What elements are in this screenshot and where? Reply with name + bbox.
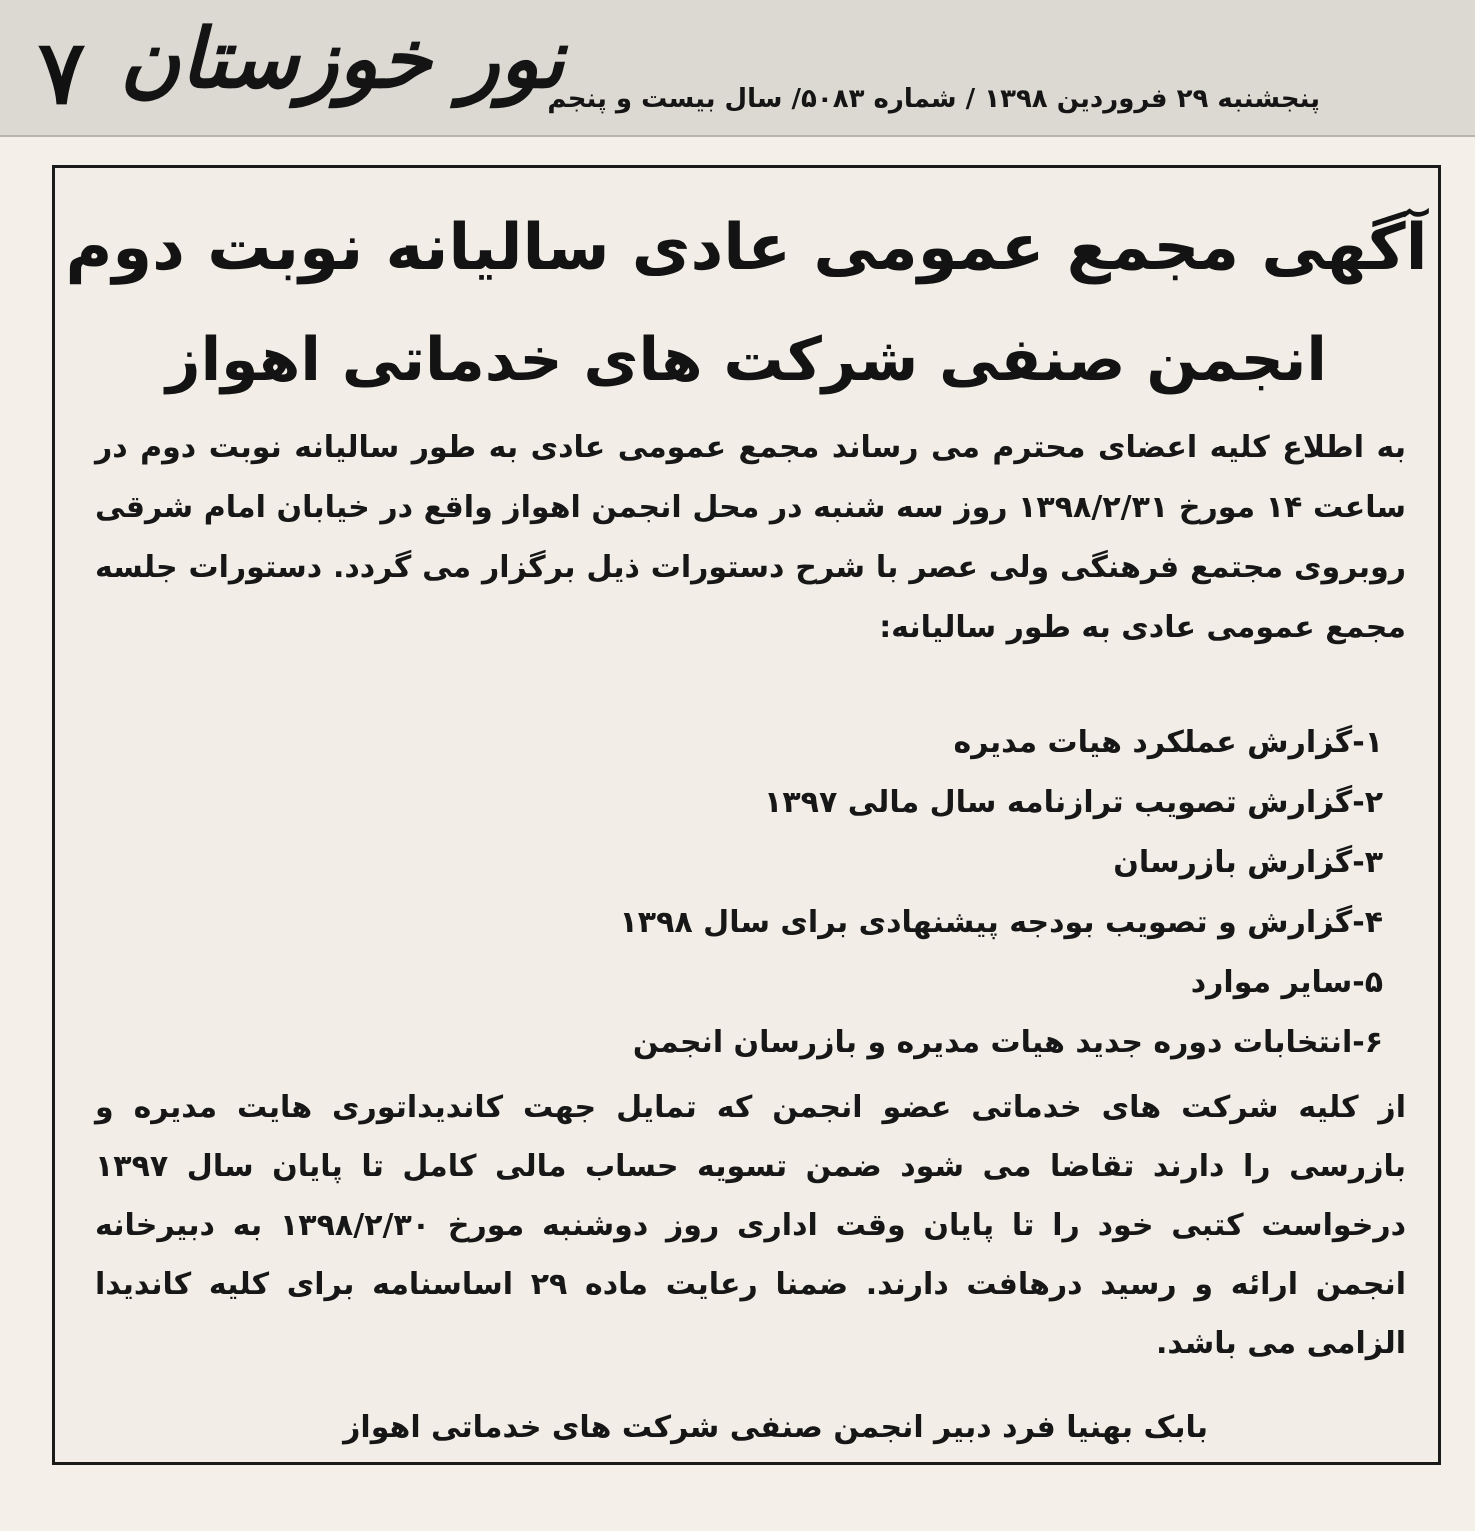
notice-box bbox=[52, 165, 1441, 1465]
agenda-item: ۱-گزارش عملکرد هیات مدیره bbox=[953, 725, 1383, 760]
signature: بابک بهنیا فرد دبیر انجمن صنفی شرکت های خدماتی اهواز bbox=[343, 1410, 1208, 1445]
notice-subtitle: انجمن صنفی شرکت های خدماتی اهواز bbox=[166, 325, 1327, 395]
agenda-item: ۳-گزارش بازرسان bbox=[1113, 845, 1383, 880]
newspaper-logo: نور خوزستان bbox=[120, 11, 565, 107]
agenda-item: ۴-گزارش و تصویب بودجه پیشنهادی برای سال ۱۳۹۸ bbox=[619, 905, 1383, 940]
agenda-item: ۵-سایر موارد bbox=[1190, 965, 1383, 1000]
candidacy-instructions: از کلیه شرکت های خدماتی عضو انجمن که تمایل جهت کاندیداتوری هایت مدیره و بازرسی را دارند تقاضا می شود ضمن تسویه حساب مالی کامل تا پایان سال ۱۳۹۷ درخواست کتبی خود را تا پایان وقت اداری روز دوشنبه مورخ ۱۳۹۸/۲/۳۰ به دبیرخانه انجمن ارائه و رسید درهافت دارند. ضمنا رعایت ماده ۲۹ اساسنامه برای کلیه کاندیدا الزامی می باشد. bbox=[95, 1090, 1406, 1361]
notice-title: آگهی مجمع عمومی عادی سالیانه نوبت دوم bbox=[65, 211, 1428, 285]
notice-body: به اطلاع کلیه اعضای محترم می رساند مجمع عمومی عادی به طور سالیانه نوبت دوم در ساعت ۱۴ مورخ ۱۳۹۸/۲/۳۱ روز سه شنبه در محل انجمن اهواز واقع در خیابان امام شرقی روبروی مجتمع فرهنگی ولی عصر با شرح دستورات ذیل برگزار می گردد. دستورات جلسه مجمع عمومی عادی به طور سالیانه: bbox=[95, 430, 1406, 645]
agenda-item: ۶-انتخابات دوره جدید هیات مدیره و بازرسان انجمن bbox=[632, 1025, 1383, 1060]
masthead bbox=[0, 0, 1475, 137]
page-number: ۷ bbox=[38, 20, 86, 124]
agenda-list bbox=[283, 713, 1383, 1073]
issue-line: پنجشنبه ۲۹ فروردین ۱۳۹۸ / شماره ۵۰۸۳/ سال بیست و پنجم bbox=[547, 84, 1320, 114]
agenda-item: ۲-گزارش تصویب ترازنامه سال مالی ۱۳۹۷ bbox=[764, 785, 1383, 820]
